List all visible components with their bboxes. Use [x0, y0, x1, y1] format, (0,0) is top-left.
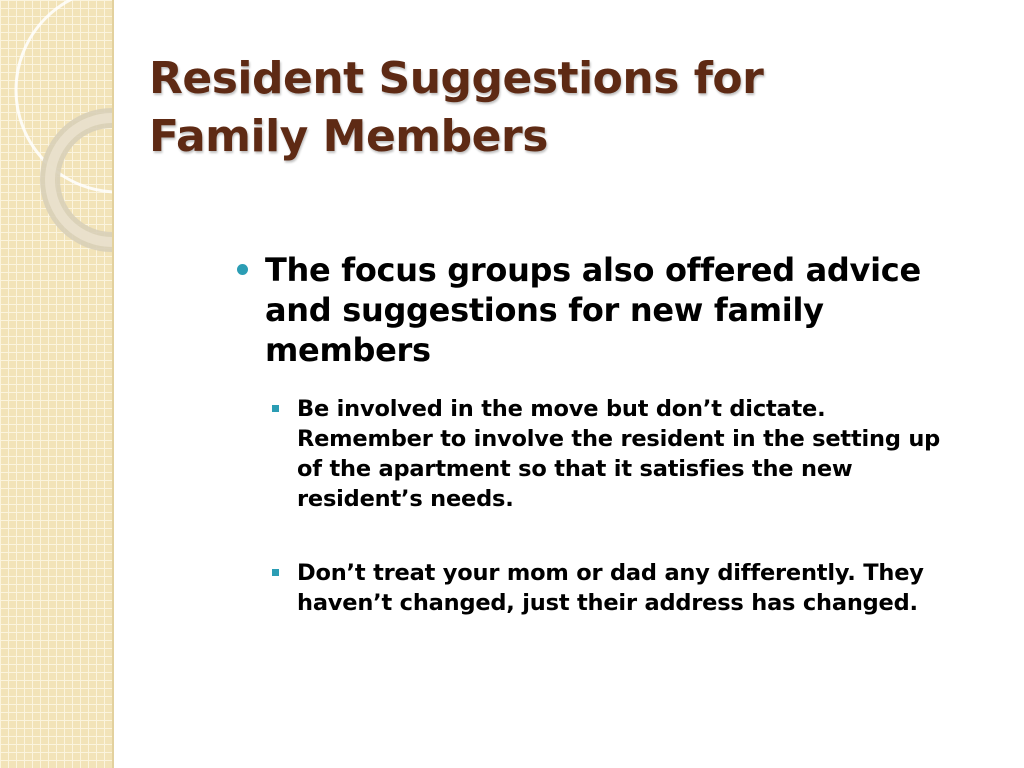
- square-bullet-icon: [272, 405, 279, 412]
- main-bullet-item: [232, 250, 972, 370]
- decorative-rings-icon: [0, 0, 112, 768]
- slide-title-line-1: Resident Suggestions for: [149, 53, 764, 104]
- slide-title: [149, 50, 909, 166]
- decorative-side-panel: [0, 0, 114, 768]
- sub-bullet-item: [270, 558, 950, 618]
- sub-bullet-list: [270, 394, 950, 618]
- sub-bullet-text: Don’t treat your mom or dad any differently. They haven’t changed, just their address has changed.: [297, 560, 924, 616]
- slide-content: [232, 250, 972, 618]
- slide-title-line-2: Family Members: [149, 111, 548, 162]
- sub-bullet-text: Be involved in the move but don’t dictate. Remember to involve the resident in the setting up of the apartment so that it satisfies the new resident’s needs.: [297, 396, 941, 512]
- main-bullet-text: The focus groups also offered advice and suggestions for new family members: [265, 251, 921, 369]
- sub-bullet-item: [270, 394, 950, 514]
- square-bullet-icon: [272, 569, 279, 576]
- circle-bullet-icon: [237, 264, 248, 275]
